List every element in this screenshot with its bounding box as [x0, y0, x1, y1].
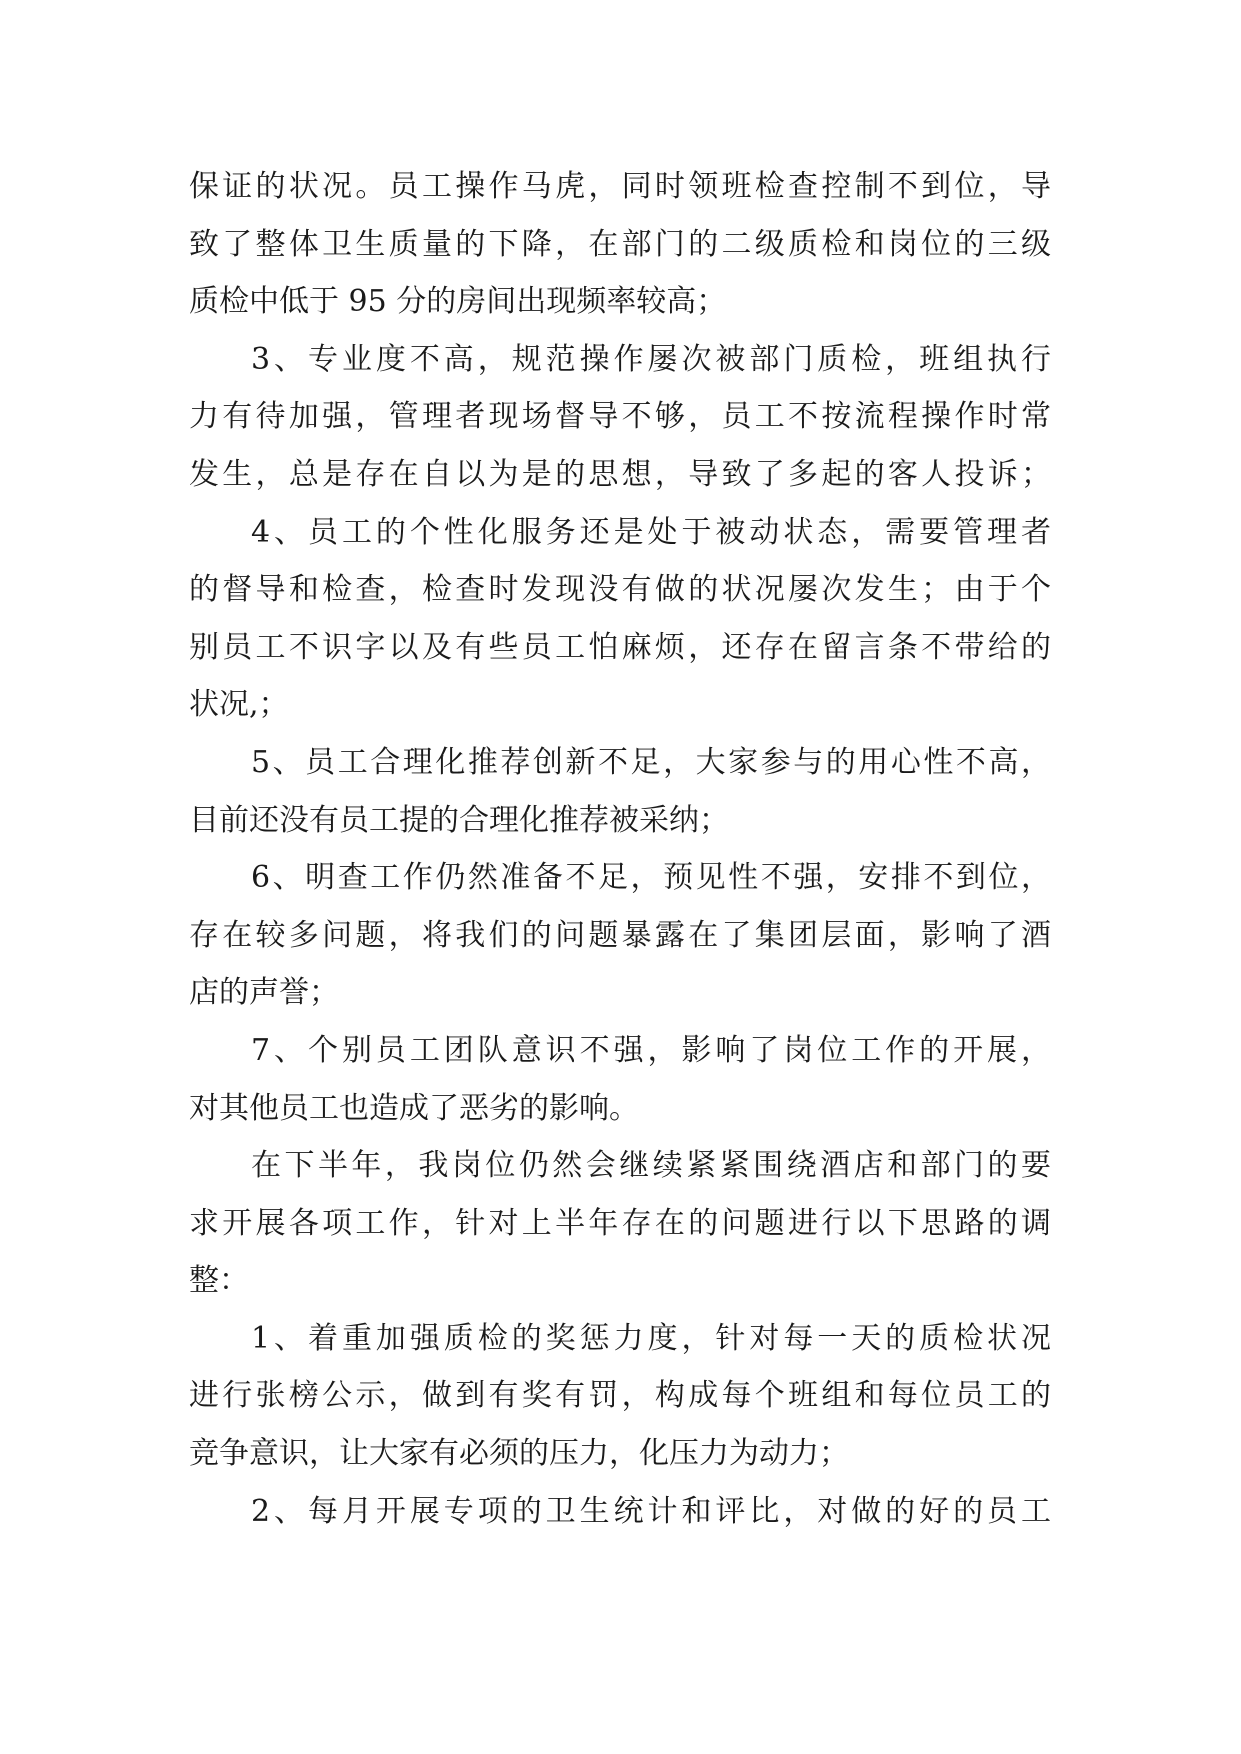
text-line: 求开展各项工作，针对上半年存在的问题进行以下思路的调: [189, 1205, 1051, 1241]
text-line: 力有待加强，管理者现场督导不够，员工不按流程操作时常: [189, 399, 1051, 435]
text-line: 存在较多问题，将我们的问题暴露在了集团层面，影响了酒: [189, 917, 1051, 953]
text-line: 发生，总是存在自以为是的思想，导致了多起的客人投诉；: [189, 456, 1051, 492]
paragraph-first-line: 6、明查工作仍然准备不足，预见性不强，安排不到位，: [251, 860, 1051, 896]
text-line: 致了整体卫生质量的下降，在部门的二级质检和岗位的三级: [189, 226, 1051, 262]
paragraph-first-line: 3、专业度不高，规范操作屡次被部门质检，班组执行: [251, 341, 1051, 377]
text-line: 别员工不识字以及有些员工怕麻烦，还存在留言条不带给的: [189, 629, 1051, 665]
paragraph-first-line: 2、每月开展专项的卫生统计和评比，对做的好的员工: [251, 1493, 1051, 1529]
paragraph-first-line: 在下半年，我岗位仍然会继续紧紧围绕酒店和部门的要: [251, 1148, 1051, 1184]
text-line: 竞争意识，让大家有必须的压力，化压力为动力；: [189, 1436, 849, 1472]
text-line: 的督导和检查，检查时发现没有做的状况屡次发生；由于个: [189, 572, 1051, 608]
text-line: 整：: [189, 1263, 249, 1299]
text-line: 目前还没有员工提的合理化推荐被采纳；: [189, 802, 729, 838]
text-line: 状况,；: [189, 687, 289, 723]
text-line: 质检中低于 95 分的房间出现频率较高；: [189, 284, 727, 320]
text-line: 进行张榜公示，做到有奖有罚，构成每个班组和每位员工的: [189, 1378, 1051, 1414]
text-line: 保证的状况。员工操作马虎，同时领班检查控制不到位，导: [189, 169, 1051, 204]
paragraph-first-line: 1、着重加强质检的奖惩力度，针对每一天的质检状况: [251, 1320, 1051, 1356]
text-line: 店的声誉；: [189, 975, 339, 1011]
paragraph-first-line: 7、个别员工团队意识不强，影响了岗位工作的开展，: [251, 1032, 1051, 1068]
document-body: [189, 158, 1051, 1540]
paragraph-first-line: 4、员工的个性化服务还是处于被动状态，需要管理者: [251, 514, 1051, 550]
paragraph-first-line: 5、员工合理化推荐创新不足，大家参与的用心性不高，: [251, 744, 1051, 780]
text-line: 对其他员工也造成了恶劣的影响。: [189, 1090, 639, 1126]
